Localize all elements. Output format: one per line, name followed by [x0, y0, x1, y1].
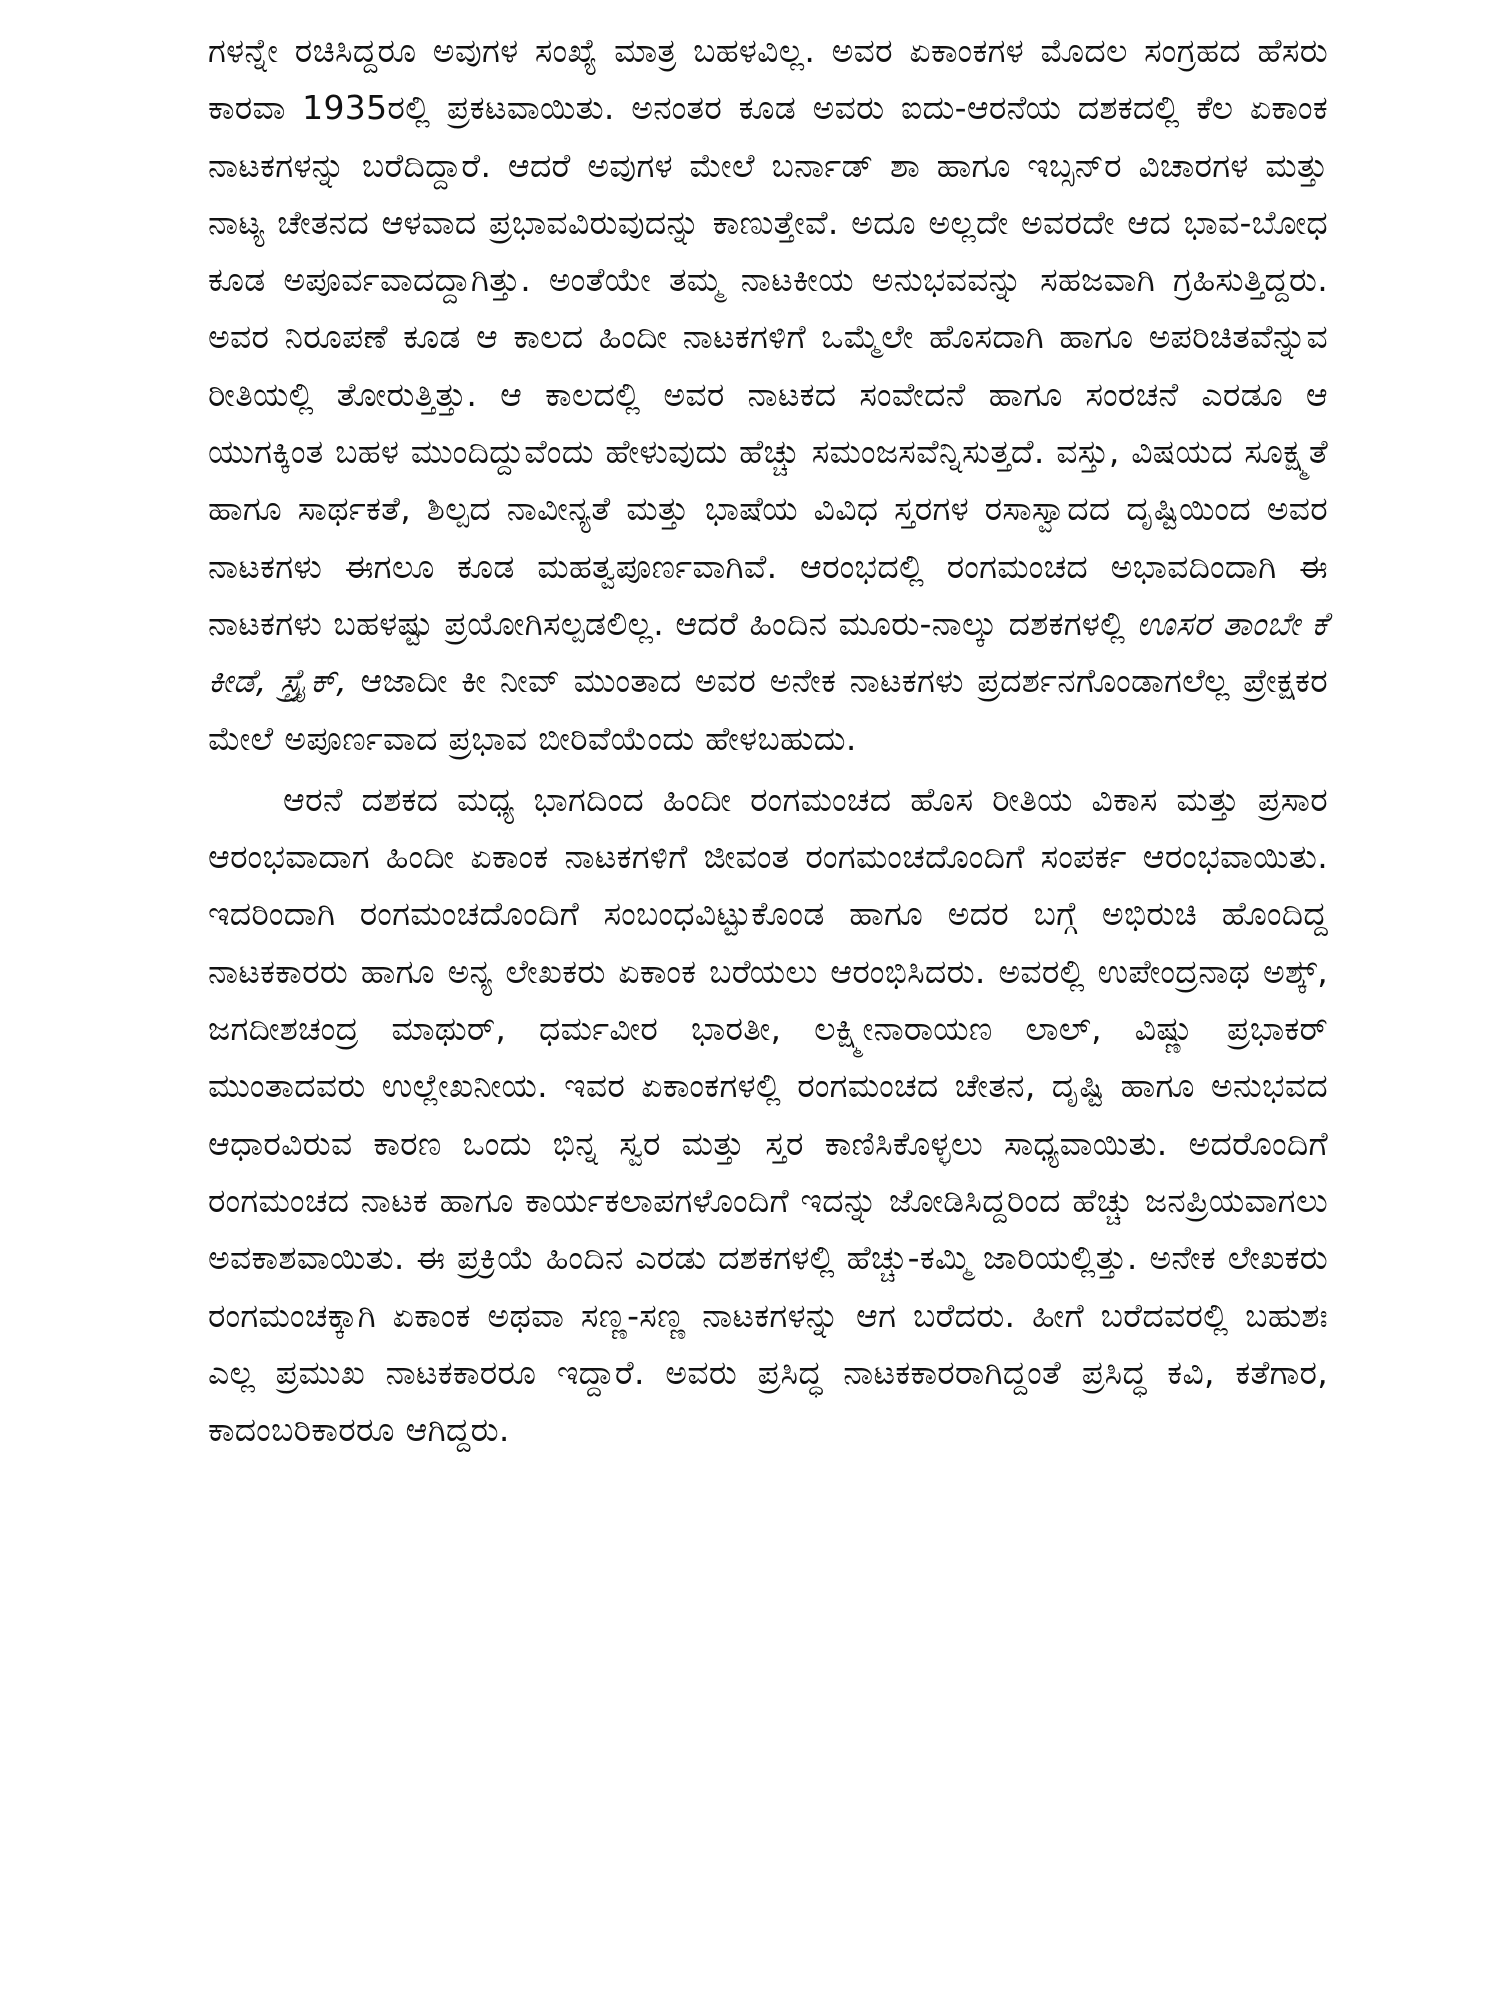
paragraph-1-italic-titles: ಊಸರ ತಾಂಬೇ ಕೆ ಕೀಡೆ, ಸ್ಟ್ರೈಕ್, [208, 603, 1328, 701]
body-text [208, 22, 1328, 1458]
paragraph-1-text: ಗಳನ್ನೇ ರಚಿಸಿದ್ದರೂ ಅವುಗಳ ಸಂಖ್ಯೆ ಮಾತ್ರ ಬಹಳವಿಲ್ಲ. ಅವರ ಏಕಾಂಕಗಳ ಮೊದಲ ಸಂಗ್ರಹದ ಹೆಸರು ಕಾರವಾ 1935ರಲ್ಲಿ ಪ್ರಕಟವಾಯಿತು. ಅನಂತರ ಕೂಡ ಅವರು ಐದು-ಆರನೆಯ ದಶಕದಲ್ಲಿ ಕೆಲ ಏಕಾಂಕ ನಾಟಕಗಳನ್ನು ಬರೆದಿದ್ದಾರೆ. ಆದರೆ ಅವುಗಳ ಮೇಲೆ ಬರ್ನಾಡ್ ಶಾ ಹಾಗೂ ಇಬ್ಸನ್‌ರ ವಿಚಾರಗಳ ಮತ್ತು ನಾಟ್ಯ ಚೇತನದ ಆಳವಾದ ಪ್ರಭಾವವಿರುವುದನ್ನು ಕಾಣುತ್ತೇವೆ. ಅದೂ ಅಲ್ಲದೇ ಅವರದೇ ಆದ ಭಾವ-ಬೋಧ ಕೂಡ ಅಪೂರ್ವವಾದದ್ದಾಗಿತ್ತು. ಅಂತೆಯೇ ತಮ್ಮ ನಾಟಕೀಯ ಅನುಭವವನ್ನು ಸಹಜವಾಗಿ ಗ್ರಹಿಸುತ್ತಿದ್ದರು. ಅವರ ನಿರೂಪಣೆ ಕೂಡ ಆ ಕಾಲದ ಹಿಂದೀ ನಾಟಕಗಳಿಗೆ ಒಮ್ಮೆಲೇ ಹೊಸದಾಗಿ ಹಾಗೂ ಅಪರಿಚಿತವೆನ್ನುವ ರೀತಿಯಲ್ಲಿ ತೋರುತ್ತಿತ್ತು. ಆ ಕಾಲದಲ್ಲಿ ಅವರ ನಾಟಕದ ಸಂವೇದನೆ ಹಾಗೂ ಸಂರಚನೆ ಎರಡೂ ಆ ಯುಗಕ್ಕಿಂತ ಬಹಳ ಮುಂದಿದ್ದುವೆಂದು ಹೇಳುವುದು ಹೆಚ್ಚು ಸಮಂಜಸವೆನ್ನಿಸುತ್ತದೆ. ವಸ್ತು, ವಿಷಯದ ಸೂಕ್ಷ್ಮತೆ ಹಾಗೂ ಸಾರ್ಥಕತೆ, ಶಿಲ್ಪದ ನಾವೀನ್ಯತೆ ಮತ್ತು ಭಾಷೆಯ ವಿವಿಧ ಸ್ತರಗಳ ರಸಾಸ್ವಾದದ ದೃಷ್ಟಿಯಿಂದ ಅವರ ನಾಟಕಗಳು ಈಗಲೂ ಕೂಡ ಮಹತ್ವಪೂರ್ಣವಾಗಿವೆ. ಆರಂಭದಲ್ಲಿ ರಂಗಮಂಚದ ಅಭಾವದಿಂದಾಗಿ ಈ ನಾಟಕಗಳು ಬಹಳಷ್ಟು ಪ್ರಯೋಗಿಸಲ್ಪಡಲಿಲ್ಲ. ಆದರೆ ಹಿಂದಿನ ಮೂರು-ನಾಲ್ಕು ದಶಕಗಳಲ್ಲಿ [208, 31, 1328, 643]
paragraph-1-text-continued: ಆಜಾದೀ ಕೀ ನೀವ್ ಮುಂತಾದ ಅವರ ಅನೇಕ ನಾಟಕಗಳು ಪ್ರದರ್ಶನಗೊಂಡಾಗಲೆಲ್ಲ ಪ್ರೇಕ್ಷಕರ ಮೇಲೆ ಅಪೂರ್ಣವಾದ ಪ್ರಭಾವ ಬೀರಿವೆಯೆಂದು ಹೇಳಬಹುದು. [208, 661, 1328, 758]
paragraph-2: ಆರನೆ ದಶಕದ ಮಧ್ಯ ಭಾಗದಿಂದ ಹಿಂದೀ ರಂಗಮಂಚದ ಹೊಸ ರೀತಿಯ ವಿಕಾಸ ಮತ್ತು ಪ್ರಸಾರ ಆರಂಭವಾದಾಗ ಹಿಂದೀ ಏಕಾಂಕ ನಾಟಕಗಳಿಗೆ ಜೀವಂತ ರಂಗಮಂಚದೊಂದಿಗೆ ಸಂಪರ್ಕ ಆರಂಭವಾಯಿತು. ಇದರಿಂದಾಗಿ ರಂಗಮಂಚದೊಂದಿಗೆ ಸಂಬಂಧವಿಟ್ಟುಕೊಂಡ ಹಾಗೂ ಅದರ ಬಗ್ಗೆ ಅಭಿರುಚಿ ಹೊಂದಿದ್ದ ನಾಟಕಕಾರರು ಹಾಗೂ ಅನ್ಯ ಲೇಖಕರು ಏಕಾಂಕ ಬರೆಯಲು ಆರಂಭಿಸಿದರು. ಅವರಲ್ಲಿ ಉಪೇಂದ್ರನಾಥ ಅಶ್ಕ್, ಜಗದೀಶಚಂದ್ರ ಮಾಥುರ್, ಧರ್ಮವೀರ ಭಾರತೀ, ಲಕ್ಷ್ಮೀನಾರಾಯಣ ಲಾಲ್, ವಿಷ್ಣು ಪ್ರಭಾಕರ್ ಮುಂತಾದವರು ಉಲ್ಲೇಖನೀಯ. ಇವರ ಏಕಾಂಕಗಳಲ್ಲಿ ರಂಗಮಂಚದ ಚೇತನ, ದೃಷ್ಟಿ ಹಾಗೂ ಅನುಭವದ ಆಧಾರವಿರುವ ಕಾರಣ ಒಂದು ಭಿನ್ನ ಸ್ವರ ಮತ್ತು ಸ್ತರ ಕಾಣಿಸಿಕೊಳ್ಳಲು ಸಾಧ್ಯವಾಯಿತು. ಅದರೊಂದಿಗೆ ರಂಗಮಂಚದ ನಾಟಕ ಹಾಗೂ ಕಾರ್ಯಕಲಾಪಗಳೊಂದಿಗೆ ಇದನ್ನು ಜೋಡಿಸಿದ್ದರಿಂದ ಹೆಚ್ಚು ಜನಪ್ರಿಯವಾಗಲು ಅವಕಾಶವಾಯಿತು. ಈ ಪ್ರಕ್ರಿಯೆ ಹಿಂದಿನ ಎರಡು ದಶಕಗಳಲ್ಲಿ ಹೆಚ್ಚು-ಕಮ್ಮಿ ಜಾರಿಯಲ್ಲಿತ್ತು. ಅನೇಕ ಲೇಖಕರು ರಂಗಮಂಚಕ್ಕಾಗಿ ಏಕಾಂಕ ಅಥವಾ ಸಣ್ಣ-ಸಣ್ಣ ನಾಟಕಗಳನ್ನು ಆಗ ಬರೆದರು. ಹೀಗೆ ಬರೆದವರಲ್ಲಿ ಬಹುಶಃ ಎಲ್ಲ ಪ್ರಮುಖ ನಾಟಕಕಾರರೂ ಇದ್ದಾರೆ. ಅವರು ಪ್ರಸಿದ್ಧ ನಾಟಕಕಾರರಾಗಿದ್ದಂತೆ ಪ್ರಸಿದ್ಧ ಕವಿ, ಕತೆಗಾರ, ಕಾದಂಬರಿಕಾರರೂ ಆಗಿದ್ದರು. [208, 779, 1328, 1450]
paragraph-1 [208, 22, 1328, 767]
